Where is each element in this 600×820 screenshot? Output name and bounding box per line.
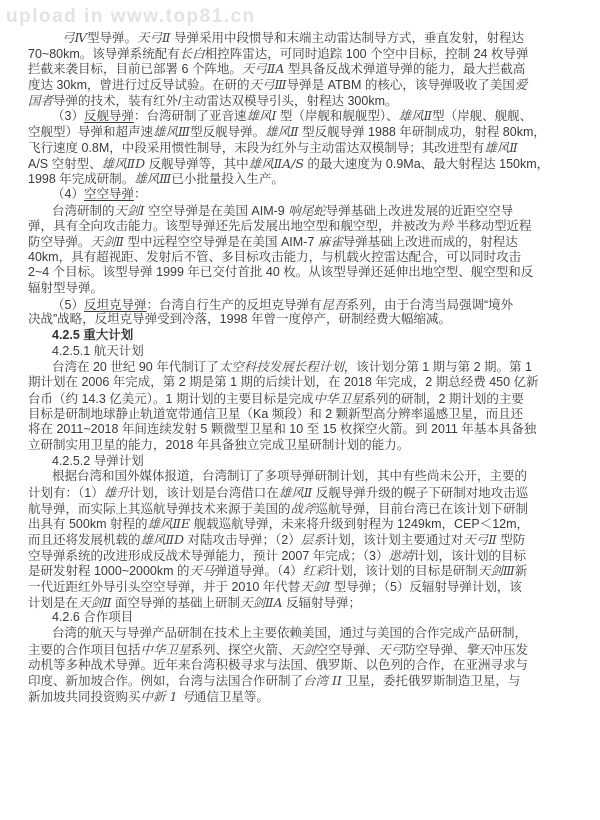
text-segment: 型导弹。 (87, 31, 138, 45)
text-line (28, 563, 584, 579)
text-line (28, 187, 584, 203)
text-segment: 导弹基础上改进而成的，射程达 (342, 234, 518, 249)
text-line (28, 312, 584, 328)
term-kai: 天剑Ⅰ (114, 202, 145, 218)
text-line (28, 548, 584, 564)
text-segment: 计划，该计划的目标是研制 (327, 564, 478, 579)
underlined-term: 反舰导弹 (83, 109, 134, 124)
term-kai: 雄风Ⅱ (278, 484, 313, 500)
underlined-term: 反坦克导弹 (83, 297, 147, 312)
text-line (28, 234, 584, 250)
text-segment: 弹，具有全向攻击能力。该型导弹还先后发展出地空型和舰空型，并被改为 (28, 219, 441, 234)
term-kai: 响尾蛇 (288, 202, 326, 218)
text-segment: （4） (52, 186, 84, 201)
term-kai: 天剑Ⅱ (78, 594, 112, 610)
text-line (28, 46, 584, 62)
text-segment: A/S 空射型、 (28, 156, 102, 171)
text-line (28, 140, 584, 156)
text-segment: 导弹采用中段惯导和末端主动雷达制导方式，垂直发射，射程达 (170, 31, 524, 45)
text-segment: 导弹的技术，装有红外/主动雷达双模导引头，射程达 300km。 (53, 93, 398, 108)
term-kai: 国者 (28, 92, 54, 108)
text-line (28, 359, 584, 375)
text-segment: 期计划在 2006 年完成，第 2 期是第 1 期的后续计划，在 2018 年完成，2 期总经费 450 亿新 (28, 375, 539, 390)
text-line (28, 281, 584, 297)
term-kai: 天剑ⅡA (240, 594, 283, 610)
text-segment: 4.2.5 重大计划 (52, 328, 134, 343)
text-segment: 动机等多种战术导弹。近年来台湾积极寻求与法国、俄罗斯、以色列的合作，在亚洲寻求与 (28, 657, 529, 672)
text-segment: 系列、探空火箭、 (190, 642, 291, 657)
text-line (28, 203, 584, 219)
text-line (28, 595, 584, 611)
text-line (28, 61, 584, 77)
term-kai: 战斧 (290, 500, 316, 516)
text-segment: 反辐射导弹； (282, 595, 362, 610)
text-segment: ：台湾自行生产的反坦克导弹有 (146, 297, 322, 312)
text-segment: 台币（约 14.3 亿美元）。1 期计划的主要目标是完成 (28, 391, 314, 406)
text-segment: 计划有：（1） (28, 485, 104, 500)
text-segment: 型导弹；（5）反辐射导弹计划，该 (330, 580, 522, 595)
term-kai: 天弓ⅡA (241, 61, 285, 77)
term-kai: 雄风ⅡD (140, 532, 185, 547)
text-segment: 1998 年完成研制。 (28, 172, 135, 187)
term-kai: 天剑Ⅰ (300, 579, 331, 595)
text-line (28, 422, 584, 438)
text-segment: 计划，该计划是台湾借口在 (128, 485, 279, 500)
text-segment: 型反舰导弹 1988 年研制成功，射程 80km， (298, 125, 546, 140)
term-kai: 雄风ⅡE (147, 516, 191, 532)
text-segment: 4.2.6 合作项目 (52, 610, 134, 625)
text-segment: （5） (52, 297, 84, 312)
text-line (28, 218, 584, 234)
text-segment: 4.2.5.1 航天计划 (52, 343, 144, 358)
term-kai: 雄风Ⅲ (134, 171, 172, 187)
term-kai: 弓Ⅳ (62, 30, 87, 45)
text-segment: 40km，具有超视距、发射后不管、多目标攻击能力，与机载火控雷达配合，可以同时攻击 (28, 249, 522, 264)
text-segment: 度达 30km，曾进行过反导试验。在研的 (28, 78, 250, 93)
text-segment: 已小批量投入生产。 (171, 172, 284, 187)
text-line (28, 454, 584, 470)
term-kai: 天弓 (378, 641, 404, 657)
text-segment: 空舰型）导弹和超声速 (28, 125, 154, 140)
text-segment: 2~4 个目标。该型导弹 1999 年已交付首批 40 枚。从该型导弹还延伸出地空型、舰空型和反 (28, 265, 534, 280)
text-segment: 计划，该计划主要通过对 (325, 533, 464, 547)
term-kai: 逖靖 (388, 547, 414, 563)
text-line (28, 673, 584, 689)
term-kai: 雄风Ⅱ (484, 139, 518, 155)
term-kai: 层系 (300, 532, 326, 547)
term-kai: 雄升 (103, 484, 129, 500)
text-segment: 是研发射程 1000~2000km 的 (28, 564, 190, 579)
text-segment: 决战”战略，反坦克导弹受到冷落，1998 年曾一度停产，研制经费大幅缩减。 (28, 312, 451, 327)
document-text (28, 30, 584, 705)
text-segment: 卫星，委托俄罗斯制造卫星，与 (341, 674, 521, 689)
text-line (28, 375, 584, 391)
text-segment: 系列，由于台湾当局强调“境外 (346, 297, 514, 312)
text-line (28, 171, 584, 187)
text-segment: 反舰导弹升级的幌子下研制对地攻击巡 (312, 485, 529, 500)
text-segment: 防空导弹。 (28, 234, 91, 249)
text-segment: 半移动型近程 (453, 219, 532, 234)
term-kai: 雄风Ⅱ (265, 124, 299, 140)
text-segment: 通信卫星等。 (193, 689, 269, 704)
text-line (28, 689, 584, 705)
text-segment: 拦截来袭目标，目前已部署 6 个阵地。 (28, 62, 242, 77)
term-kai: 雄风ⅡA/S (248, 155, 304, 171)
term-kai: 天剑Ⅲ (477, 563, 515, 579)
text-segment: 台湾在 20 世纪 90 年代制订了 (52, 360, 219, 375)
text-segment: 台湾研制的 (52, 203, 115, 218)
text-segment: 主要的合作项目包括 (28, 642, 141, 657)
text-line (28, 485, 584, 501)
term-kai: 中新 1 号 (140, 688, 194, 704)
text-segment: 辐射型导弹。 (28, 281, 104, 295)
text-line (28, 93, 584, 109)
text-segment: 弹道导弹。（4） (214, 564, 303, 579)
term-kai: 昆吾 (321, 296, 347, 312)
text-segment: 对陆攻击导弹；（2） (184, 533, 301, 547)
text-line (28, 30, 584, 46)
text-segment: 巡航导弹，目前台湾已在该计划下研制 (315, 501, 529, 516)
text-segment: 根据台湾和国外媒体报道，台湾制订了多项导弹研制计划，其中有些尚未公开，主要的 (52, 469, 528, 484)
text-line (28, 344, 584, 360)
term-kai: 太空科技发展长程计划 (218, 359, 344, 375)
text-segment: 计划是在 (28, 595, 79, 610)
text-line (28, 108, 584, 124)
text-line (28, 610, 584, 626)
text-line (28, 77, 584, 93)
term-kai: 雄风Ⅲ (153, 124, 191, 140)
text-line (28, 407, 584, 423)
text-segment: 一代近距红外导引头空空导弹，并于 2010 年代替 (28, 580, 301, 595)
text-segment: 导弹是 ATBM 的核心，该导弹吸收了美国 (286, 78, 515, 93)
term-kai: 天弓Ⅲ (249, 77, 287, 93)
term-kai: 天剑Ⅱ (90, 233, 125, 249)
text-segment: 型反舰导弹。 (190, 125, 266, 140)
underlined-term: 空空导弹 (83, 186, 134, 201)
text-line (28, 516, 584, 532)
term-kai: 天剑 (290, 641, 316, 657)
text-segment: 目标是研制地球静止轨道宽带通信卫星（Ka 频段）和 2 颗新型高分辨率遥感卫星，而且还 (28, 406, 524, 421)
text-segment: 反舰导弹等，其中 (145, 156, 249, 171)
text-line (28, 658, 584, 674)
text-segment: 出具有 500km 射程的 (28, 517, 148, 532)
watermark: upload in www.top81.cn (6, 6, 256, 27)
text-segment: 新 (514, 564, 528, 579)
text-segment: 舰载巡航导弹，未来将升级到射程为 1249km，CEP＜12m， (190, 517, 530, 532)
text-segment: 空空导弹是在美国 AIM-9 (144, 203, 289, 218)
term-kai: 天马 (189, 563, 215, 579)
term-kai: 爱 (514, 77, 528, 93)
text-segment: 空空导弹、 (315, 642, 379, 657)
text-segment: 冲压发 (490, 642, 529, 657)
term-kai: 羚 (440, 218, 454, 234)
text-segment: 新加坡共同投资购买 (28, 689, 141, 704)
text-segment: 4.2.5.2 导弹计划 (52, 453, 144, 468)
text-line (28, 250, 584, 266)
text-segment: ，该计划分第 1 期与第 2 期。第 1 (343, 360, 532, 375)
term-kai: 擎天 (465, 641, 491, 657)
text-segment: 将在 2011~2018 年间连续发射 5 颗微型卫星和 10 至 15 枚探空火箭。到 2011 年基本具备独 (28, 422, 537, 437)
term-kai: 台湾 II (303, 673, 342, 689)
text-line (28, 328, 584, 344)
term-kai: 中华卫星 (140, 641, 191, 657)
text-line (28, 156, 584, 172)
text-segment: （3） (52, 109, 84, 124)
text-line (28, 438, 584, 454)
text-line (28, 579, 584, 595)
term-kai: 天弓Ⅱ (463, 532, 497, 547)
term-kai: 雄风Ⅰ (246, 108, 277, 124)
text-segment: 70~80km。该导弹系统配有 (28, 46, 180, 61)
text-segment: 型（岸舰和舰舰型）、 (276, 109, 399, 124)
text-line (28, 642, 584, 658)
text-line (28, 501, 584, 517)
term-kai: 红彩 (302, 563, 328, 579)
text-segment: 的最大速度为 0.9Ma、最大射程达 150km， (303, 156, 550, 171)
term-kai: 天弓Ⅱ (137, 30, 171, 45)
text-line (28, 124, 584, 140)
text-segment: 立研制实用卫星的能力，2018 年具备独立完成卫星研制计划的能力。 (28, 437, 410, 452)
text-segment: 台湾的航天与导弹产品研制在技术上主要依赖美国，通过与美国的合作完成产品研制， (52, 626, 528, 641)
text-line (28, 297, 584, 313)
text-segment: 型中远程空空导弹是在美国 AIM-7 (124, 234, 318, 249)
text-segment: 防空导弹、 (403, 642, 466, 657)
text-line (28, 391, 584, 407)
text-segment: ： (133, 186, 147, 201)
text-segment: ：台湾研制了亚音速 (133, 109, 247, 124)
text-segment: 相控阵雷达，可同时追踪 100 个空中目标，控制 24 枚导弹 (204, 46, 529, 61)
text-segment: 型具备反战术弹道导弹的能力，最大拦截高 (284, 62, 526, 77)
term-kai: 雄风ⅡD (101, 155, 146, 171)
term-kai: 中华卫星 (313, 390, 364, 406)
text-segment: 面空导弹的基础上研制 (111, 595, 240, 610)
text-segment: 飞行速度 0.8M，中段采用惯性制导，末段为红外与主动雷达双模制导；其改进型有 (28, 140, 485, 155)
text-line (28, 265, 584, 281)
text-segment: 空导弹系统的改进形成反战术导弹能力，预计 2007 年完成；（3） (28, 548, 389, 563)
text-segment: 航导弹，而实际上其巡航导弹技术来源于美国的 (28, 501, 291, 516)
term-kai: 雄风Ⅱ (398, 108, 433, 124)
term-kai: 长白 (179, 45, 205, 61)
text-segment: 系列的研制，2 期计划的主要 (363, 391, 524, 406)
text-segment: 型防 (496, 533, 526, 547)
text-line (28, 532, 584, 548)
text-line (28, 626, 584, 642)
text-segment: 计划，该计划的目标 (413, 548, 526, 563)
text-segment: 印度、新加坡合作。例如，台湾与法国合作研制了 (28, 674, 304, 689)
text-line (28, 469, 584, 485)
text-segment: 导弹基础上改进发展的近距空空导 (325, 203, 514, 218)
term-kai: 麻雀 (317, 233, 343, 249)
text-segment: 型（岸舰、舰舰、 (432, 109, 533, 124)
text-segment: 而且还将发展机载的 (28, 533, 141, 547)
